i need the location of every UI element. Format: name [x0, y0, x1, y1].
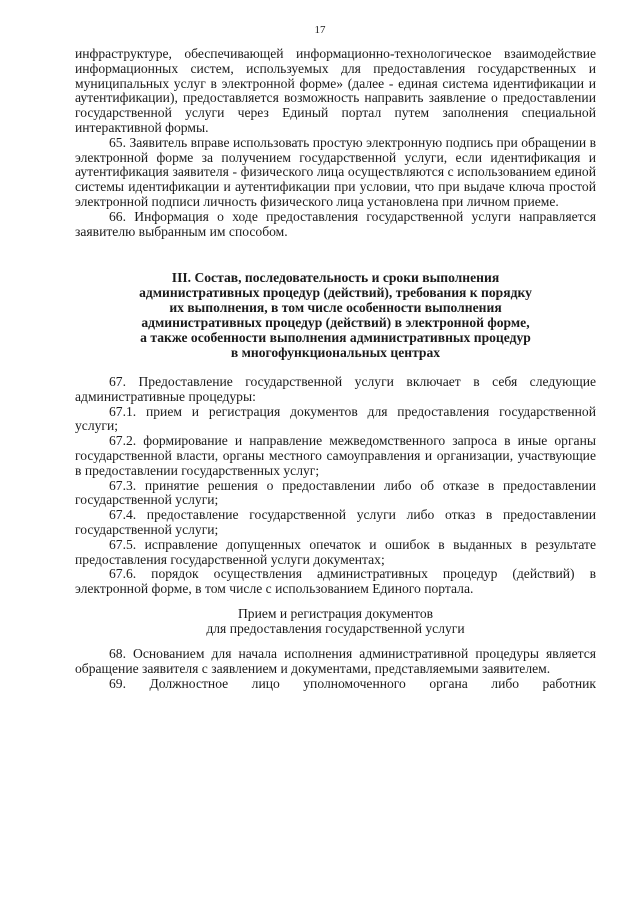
section-heading-line: в многофункциональных центрах — [230, 345, 441, 360]
paragraph-67-6: 67.6. порядок осуществления административных процедур (действий) в электронной форме, в том числе с использованием Единого портала. — [75, 566, 596, 597]
section-heading-line: а также особенности выполнения административных процедур — [140, 330, 531, 345]
reception-block — [75, 647, 596, 691]
section-heading-line: административных процедур (действий), требования к порядку — [139, 285, 532, 300]
paragraph-67-4: 67.4. предоставление государственной услуги либо отказ в предоставлении государственной услуги; — [75, 507, 596, 537]
section-heading-line: III. Состав, последовательность и сроки выполнения — [171, 270, 500, 285]
paragraph-65: 65. Заявитель вправе использовать простую электронную подпись при обращении в электронной форме за получением государственной услуги, если идентификация и аутентификация заявителя - физического лица осуществляются с использованием единой системы идентификации и аутентификации при условии, что при выдаче ключа простой электронной подписи личность физического лица установлена при личном приеме. — [75, 134, 596, 209]
paragraph-66: 66. Информация о ходе предоставления государственной услуги направляется заявителю выбранным им способом. — [75, 208, 596, 239]
paragraph-69: 69. Должностное лицо уполномоченного органа либо работник — [109, 675, 596, 691]
paragraph-67-5: 67.5. исправление допущенных опечаток и ошибок в выданных в результате предоставления государственной услуги документах; — [75, 536, 596, 567]
page-number: 17 — [314, 24, 326, 36]
subsection-heading-line: для предоставления государственной услуги — [206, 621, 465, 636]
paragraph-68: 68. Основанием для начала исполнения административной процедуры является обращение заявителя с заявлением и документами, представляемыми заявителем. — [75, 646, 596, 676]
paragraph-67: 67. Предоставление государственной услуги включает в себя следующие административные процедуры: — [75, 374, 596, 404]
paragraph-67-1: 67.1. прием и регистрация документов для предоставления государственной услуги; — [75, 403, 596, 434]
paragraph-intro: инфраструктуре, обеспечивающей информационно-технологическое взаимодействие информационных систем, используемых для предоставления государственных и муниципальных услуг в электронной форме» (далее - единая система идентификации и аутентификации), предоставляется возможность направить заявление о предоставлении государственной услуги через Единый портал путем заполнения специальной интерактивной формы. — [75, 46, 596, 135]
subsection-heading — [75, 606, 596, 636]
subsection-heading-line: Прием и регистрация документов — [237, 606, 434, 621]
section-heading-line: их выполнения, в том числе особенности выполнения — [169, 300, 502, 315]
paragraph-67-2: 67.2. формирование и направление межведомственного запроса в иные органы государственной власти, органы местного самоуправления и организации, участвующие в предоставлении государственных услуг; — [75, 433, 596, 478]
paragraph-67-3: 67.3. принятие решения о предоставлении либо об отказе в предоставлении государственной услуги; — [75, 477, 596, 508]
section-heading-line: административных процедур (действий) в электронной форме, — [141, 315, 530, 330]
procedures-block — [75, 375, 596, 597]
intro-block — [75, 47, 596, 239]
section-heading — [75, 270, 596, 360]
